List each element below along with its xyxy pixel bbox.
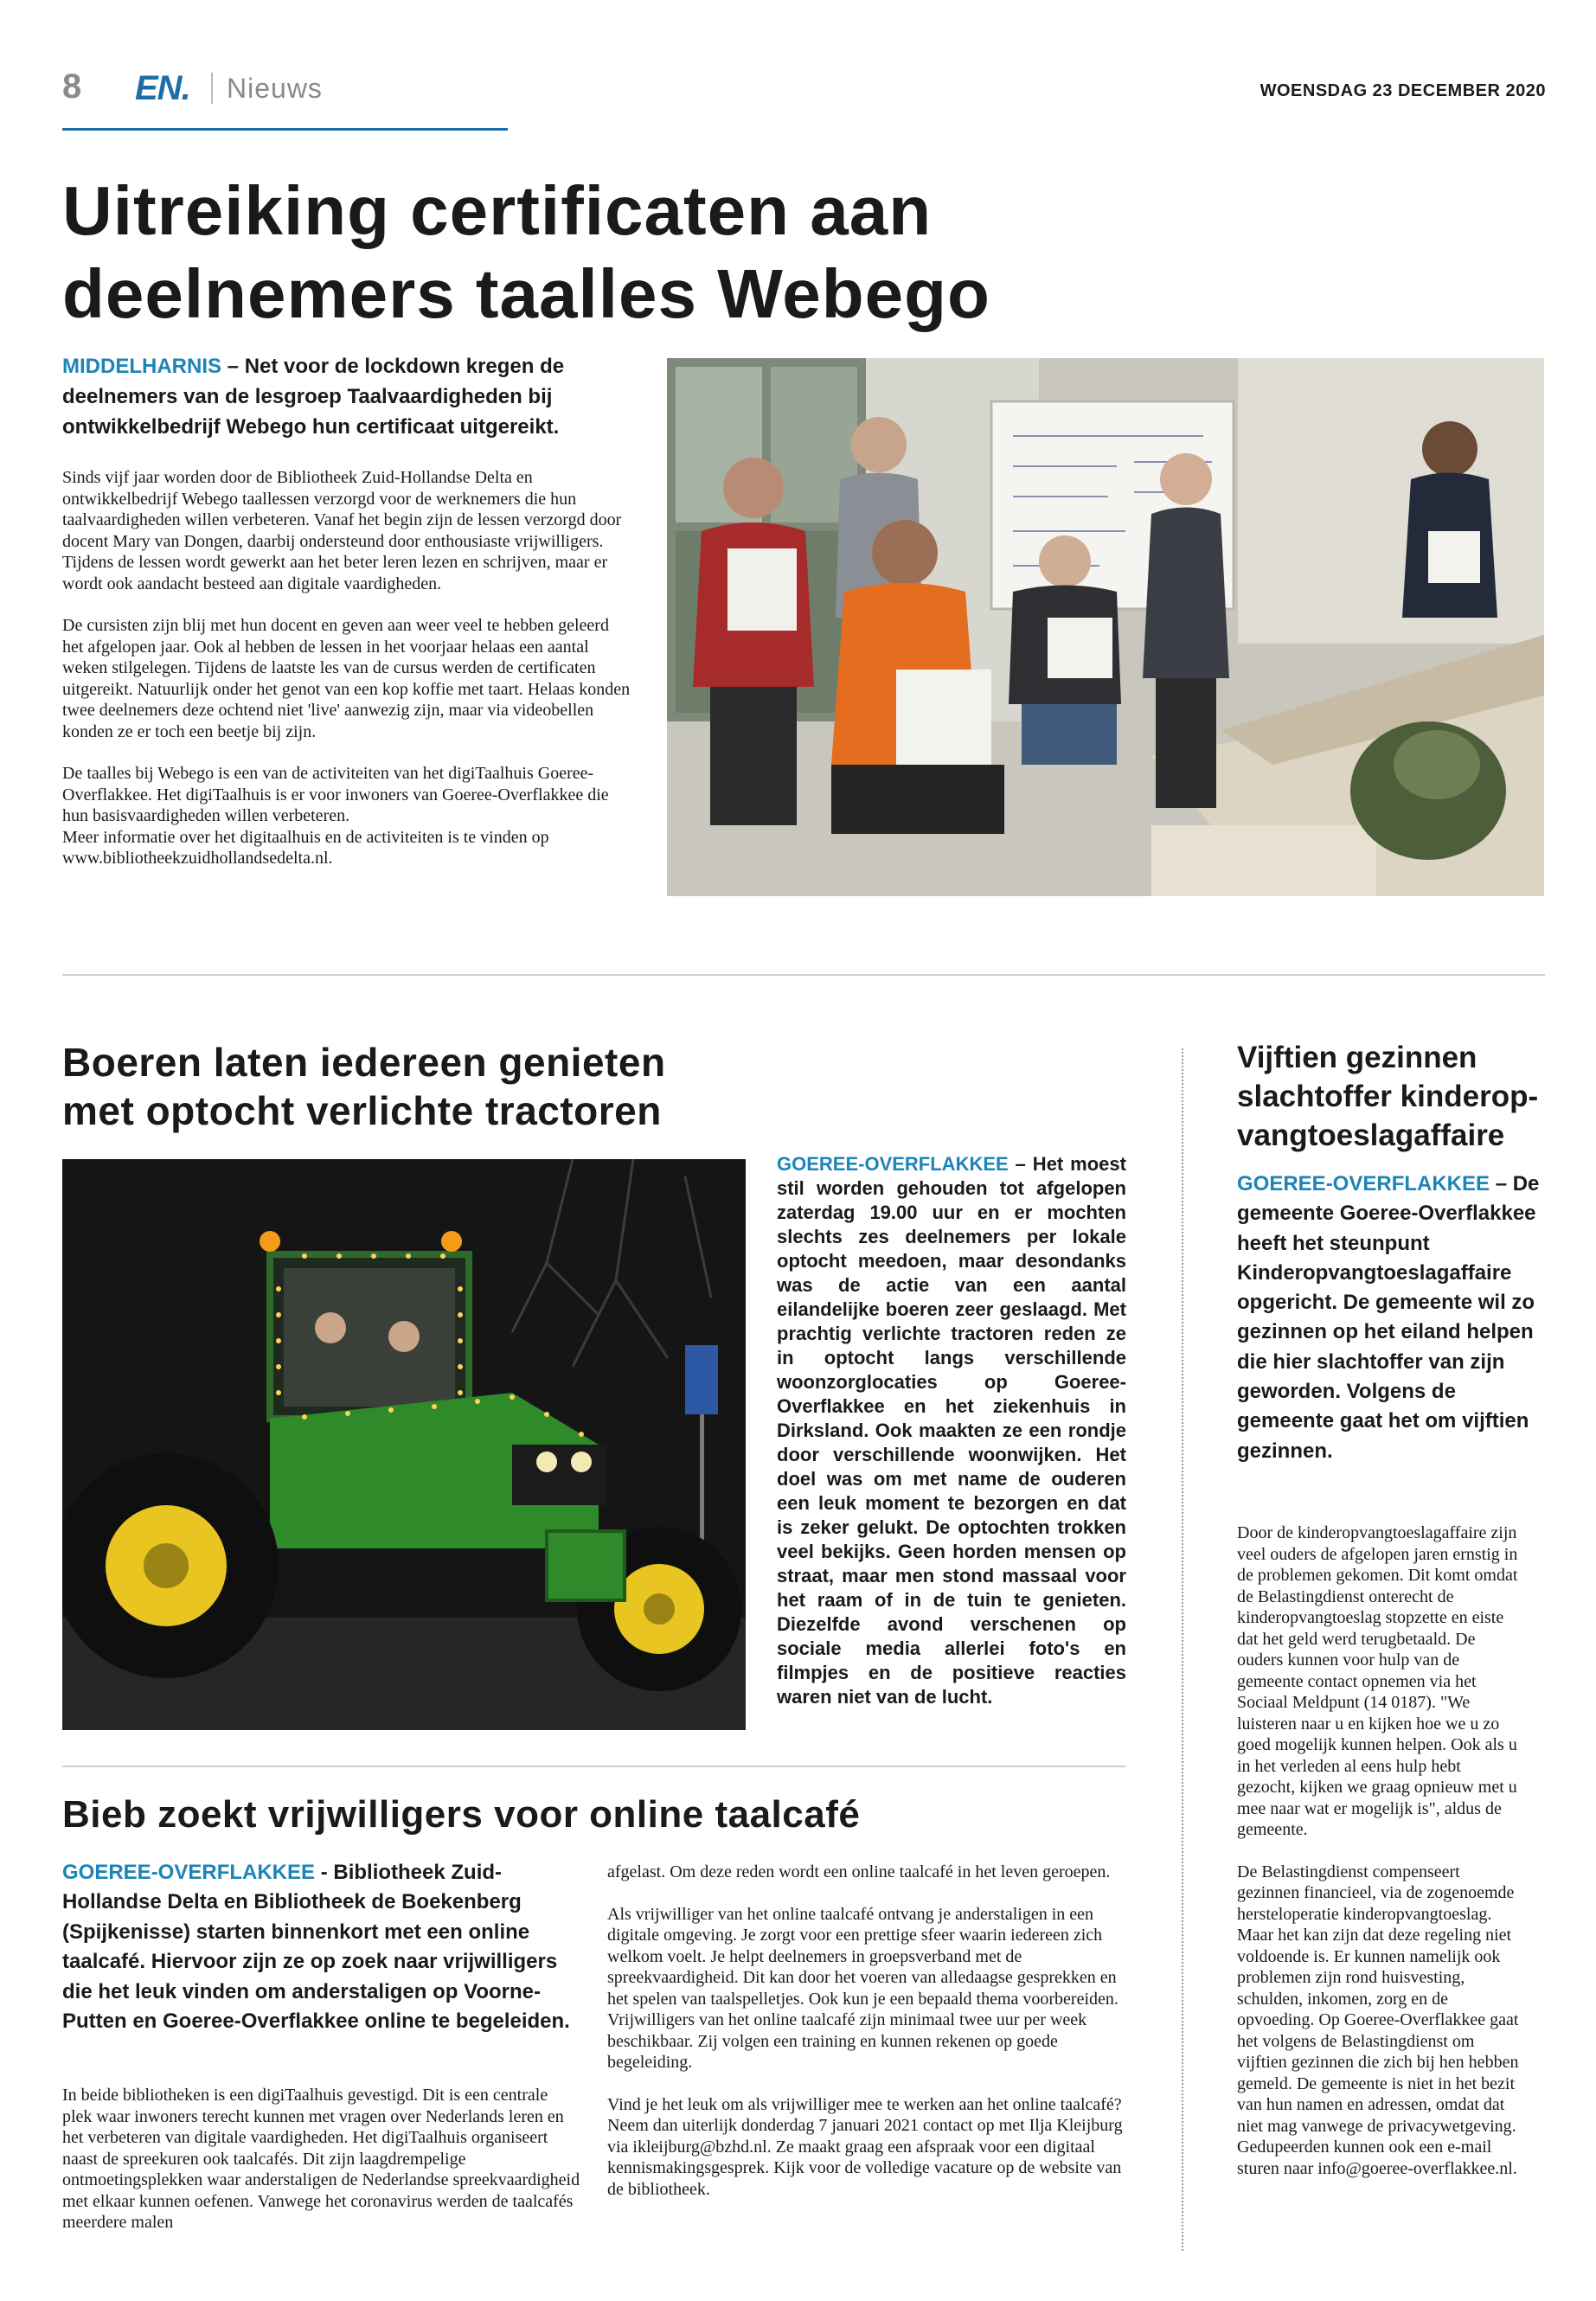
article4-headline: Bieb zoekt vrijwilligers voor online taalcafé xyxy=(62,1793,861,1836)
header-divider xyxy=(211,73,213,104)
article2-body xyxy=(777,1152,1126,1709)
article2-headline: Boeren laten iedereen genieten met optocht verlichte tractoren xyxy=(62,1040,666,1133)
article1-paragraph: Sinds vijf jaar worden door de Bibliotheek Zuid-Hollandse Delta en ontwikkelbedrijf Webego taallessen verzorgd voor de werknemers die hun taalvaardigheden willen verbeteren. Vanaf het begin zijn de lessen verzorgd door docent Mary van Dongen, daarbij ondersteund door enthousiaste vrijwilligers. Tijdens de lessen wordt gewerkt aan het beter leren lezen en schrijven, maar er wordt ook aandacht besteed aan digitale vaardigheden. xyxy=(62,468,622,593)
article4-dateline: GOEREE-OVERFLAKKEE xyxy=(62,1861,316,1884)
article4-paragraph: Als vrijwilliger van het online taalcafé ontvang je anderstaligen in een digitale omgeving. Je zorgt voor een prettige sfeer waarin iedereen zich welkom voelt. Je helpt deelnemers in groepsverband met de spreekvaardigheid. Dit kan door het voeren van alledaagse gesprekken en het spelen van taalspelletjes. Ook kun je een bepaald thema voorbereiden. Vrijwilligers van het online taalcafé zijn minimaal twee uur per week beschikbaar. Zij volgen een training en kunnen rekenen op goede begeleiding. xyxy=(607,1904,1118,2072)
article4-lead-text: - Bibliotheek Zuid-Hollandse Delta en Bibliotheek de Boekenberg (Spijkenisse) starten binnenkort met een online taalcafé. Hiervoor zijn ze op zoek naar vrijwilligers die het leuk vinden om anderstaligen op Voorne-Putten en Goeree-Overflakkee online te begeleiden. xyxy=(62,1861,570,2034)
article-divider xyxy=(62,1766,1126,1767)
article4-body-col2 xyxy=(607,1862,1126,2221)
article1-dateline: MIDDELHARNIS xyxy=(62,355,221,378)
section-divider xyxy=(62,974,1545,976)
article3-lead-text: – De gemeente Goeree-Overflakkee heeft het steunpunt Kinderopvangtoeslagaffaire opgericht. De gemeente wil zo gezinnen op het eiland helpen die hier slachtoffer van zijn geworden. Volgens de gemeente gaat het om vijftien gezinnen. xyxy=(1237,1172,1540,1463)
publication-logo: EN. xyxy=(135,69,190,107)
column-divider xyxy=(1182,1048,1183,2251)
article1-lead xyxy=(62,351,633,442)
article3-dateline: GOEREE-OVERFLAKKEE xyxy=(1237,1172,1490,1195)
article1-paragraph: De cursisten zijn blij met hun docent en geven aan weer veel te hebben geleerd het afgelopen jaar. Ook al hebben de lessen in het voorjaar helaas een aantal weken stilgelegen. Tijdens de laatste les van de cursus werden de certificaten uitgereikt. Natuurlijk onder het genot van een kop koffie met taart. Helaas konden twee deelnemers deze ochtend niet 'live' aanwezig zijn, maar via videobellen konden ze er toch een beetje bij zijn. xyxy=(62,616,631,741)
article4-lead xyxy=(62,1858,590,2036)
article1-paragraph: De taalles bij Webego is een van de activiteiten van het digiTaalhuis Goeree-Overflakkee. Het digiTaalhuis is er voor inwoners van Goeree-Overflakkee die hun basisvaardigheden willen verbeteren. xyxy=(62,764,609,825)
section-label: Nieuws xyxy=(227,73,323,104)
article4-body-col1 xyxy=(62,2085,581,2234)
certificates-photo xyxy=(667,358,1544,896)
article1-headline: Uitreiking certificaten aan deelnemers taalles Webego xyxy=(62,172,990,332)
tractor-photo xyxy=(62,1159,746,1730)
article1-lead-text: – Net voor de lockdown kregen de deelnemers van de lesgroep Taalvaardigheden bij ontwikkelbedrijf Webego hun certificaat uitgereikt. xyxy=(62,355,565,439)
article2-body-text: – Het moest stil worden gehouden tot afgelopen zaterdag 19.00 uur en er mochten slechts zes deelnemers per lokale optocht meedoen, maar desondanks was de actie van een aantal eilandelijke boeren zeer geslaagd. Met prachtig verlichte tractoren reden ze in optocht langs verschillende woonzorglocaties op Goeree-Overflakkee en het ziekenhuis in Dirksland. Ook maakten ze een rondje door verschillende woonwijken. Het doel was om met name de ouderen een leuk moment te bezorgen en dat is zeker gelukt. De optochten trokken veel bekijks. Geen horden mensen op straat, maar men stond massaal voor het raam of in de tuin te genieten. Diezelfde avond verschenen op sociale media allerlei foto's en filmpjes en de positieve reacties waren niet van de lucht. xyxy=(777,1153,1126,1708)
article4-paragraph: afgelast. Om deze reden wordt een online taalcafé in het leven geroepen. xyxy=(607,1862,1111,1881)
article3-paragraph: De Belastingdienst compenseert gezinnen financieel, via de zogenoemde hersteloperatie kinderopvangtoeslag. Maar het kan zijn dat deze regeling niet voldoende is. Er kunnen namelijk ook problemen zijn rond huisvesting, schulden, inkomen, zorg en de opvoeding. Op Goeree-Overflakkee gaat het volgens de Belastingdienst om vijftien gezinnen die zich bij hen hebben gemeld. De gemeente is niet in het bezit van hun namen en adressen, omdat dat niet mag vanwege de privacywetgeving. Gedupeerden kunnen ook een e-mail sturen naar info@goeree-overflakkee.nl. xyxy=(1237,1862,1519,2178)
article3-headline: Vijftien gezinnen slachtoffer kinderop-vangtoeslagaffaire xyxy=(1237,1041,1539,1152)
article1-body xyxy=(62,467,633,890)
article4-paragraph: Vind je het leuk om als vrijwilliger mee te werken aan het online taalcafé? Neem dan uiterlijk donderdag 7 januari 2021 contact op met Ilja Kleijburg via ikleijburg@bzhd.nl. Ze maakt graag een afspraak voor een digitaal kennismakingsgesprek. Kijk voor de volledige vacature op de website van de bibliotheek. xyxy=(607,2094,1123,2199)
article3-body xyxy=(1237,1522,1522,2200)
article2-dateline: GOEREE-OVERFLAKKEE xyxy=(777,1153,1009,1175)
article3-paragraph: Door de kinderopvangtoeslagaffaire zijn veel ouders de afgelopen jaren ernstig in de problemen gekomen. Dit komt omdat de Belastingdienst onterecht de kinderopvangtoeslag stopzette en eiste dat het geld werd terugbetaald. De ouders kunnen voor hulp van de gemeente contact opnemen via het Sociaal Meldpunt (14 0187). "We luisteren naar u en kijken hoe we u zo goed mogelijk kunnen helpen. Ook als u in het verleden al eens hulp hebt gezocht, kijken we graag opnieuw met u mee naar wat er mogelijk is", aldus de gemeente. xyxy=(1237,1523,1518,1839)
article3-lead xyxy=(1237,1170,1540,1466)
issue-date: WOENSDAG 23 DECEMBER 2020 xyxy=(1259,81,1546,100)
page-number: 8 xyxy=(62,67,82,106)
header-rule xyxy=(62,128,508,131)
article1-paragraph: Meer informatie over het digitaalhuis en de activiteiten is te vinden op www.bibliotheekzuidhollandsedelta.nl. xyxy=(62,827,549,868)
article4-paragraph: In beide bibliotheken is een digiTaalhuis gevestigd. Dit is een centrale plek waar inwoners terecht kunnen met vragen over Nederlands leren en het verbeteren van digitale vaardigheden. Het digiTaalhuis organiseert naast de spreekuren ook taalcafés. Dit zijn laagdrempelige ontmoetingsplekken waar anderstaligen de Nederlandse spreekvaardigheid met elkaar kunnen oefenen. Vanwege het coronavirus werden de taalcafés meerdere malen xyxy=(62,2086,580,2232)
